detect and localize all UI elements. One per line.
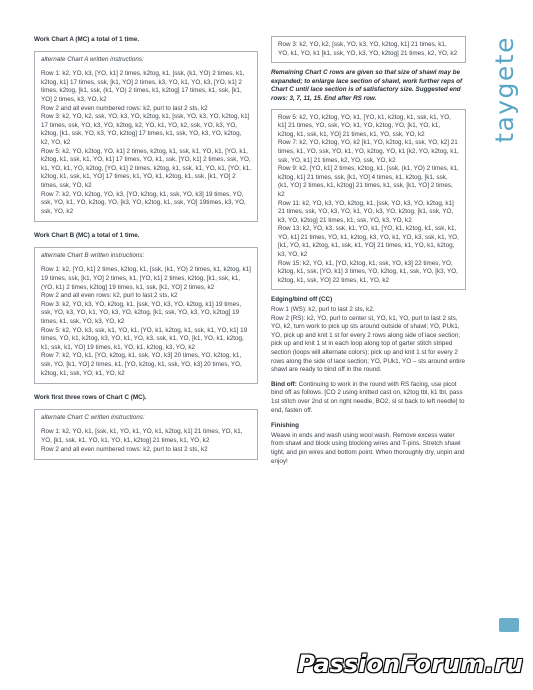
chart-c-box [34,409,258,460]
chart-a-row: Row 7: k2, YO, k2tog, YO, k3, [YO, k2tog, k1, ssk, YO, k3] 19 times, YO, ssk, YO, k1, YO, k2tog, YO, [k3, YO, k2tog, k1, ssk, YO] 19times, k3, YO, ssk, YO, k2 [41,190,246,215]
chart-c-continued-box [271,36,466,63]
chart-c-row: Row 11: k2, YO, k3, YO, k2tog, k1, [ssk, YO, k3, YO, k2tog, k1] 21 times, ssk, YO, k3, YO, k1, YO, k3, YO, k2tog, [k1, ssk, YO, k3, YO, k2tog] 21 times, k1, ssk, YO, k3, YO, k2 [278,199,454,224]
side-title: taygete [490,36,519,143]
chart-c-row: Row 7: k2, YO, k2tog, YO, k2 [k1, YO, k2tog, k1, ssk, YO, k2] 21 times, k1, YO, ssk, YO, k1, YO, k2tog, YO, k1 [k2, YO, k2tog, k1, ssk, YO, k1] 21 times, k2, YO, ssk, YO, k2 [278,139,459,164]
chart-c-row: Row 3: k2, YO, k2, [ssk, YO, k3, YO, k2tog, k1] 21 times, k1, YO, k1, YO, k1 [k1, ssk, YO, k3, YO, k2tog] 21 times, k2, YO, k2 [278,41,458,57]
chart-c-row: Row 1: k2, YO, k1, [ssk, k1, YO, k1, YO, k1, k2tog, k1] 21 times, YO, k1, YO, [k1, ssk, k1, YO, k1, YO, k1, k2tog] 21 times, k1, YO, k2 [41,428,243,444]
edging-row: Row 2 (RS): k2, YO, purl to center st, YO, k1, YO, purl to last 2 sts, YO, k2, turn work to pick up sts around outside of shawl; YO, PUk1, YO, pick up and knit 1 st for every 2 rows along side of lace section; pick up and knit 1 st in each loop along top of garter stitch striped section (loops will alternate colors); pick up and knit 1 st for every 2 rows along the side of lace section; YO, PUk1, YO – sts around entire shawl are ready to bind off in the round. [271,314,466,374]
bind-off-text: Continuing to work in the round with RS facing, use picot bind off as follows. [CO 2 using knitted cast on, k2tog tbl, k1 tbl, pass 1st stitch over 2nd st on right needle, BO2, sl st back to left needle] to end, fasten off. [271,380,465,414]
chart-b-box [34,247,258,384]
chart-b-row: Row 5: k2, YO, k3, ssk, k1, YO, k1, [YO, k1, k2tog, k1, ssk, k1, YO, k1] 19 times, YO, k1, k2tog, k3, YO, k1, YO, k3, ssk, k1, YO, [k1, YO, k1, k2tog, k1, ssk, k1, YO] 19 times, k1, YO, k1, k2tog, k3, YO, k2 [41,326,248,351]
chart-a-row: Row 1: k2, YO, k3, [YO, k1] 2 times, k2tog, k1, [ssk, (k1, YO) 2 times, k1, k2tog, k1] 17 times, ssk, [k1, YO] 2 times, k3, YO, k1, YO, k3, [YO, k1] 2 times, k2tog, [k1, ssk, (k1, YO) 2 times, k1, k2tog] 17 times, k1, ssk, [k1, YO] 2 times, k3, YO, k2 [41,70,245,103]
bind-off-paragraph [271,381,466,415]
chart-c-note: Remaining Chart C rows are given so that size of shawl may be expanded; to enlarge lace section of shawl, work further reps of Chart C until lace section is of satisfactory size. Suggested end rows: 3, 7, 11, 15. End after RS row. [271,69,463,102]
watermark: PassionForum.ru [297,650,523,678]
chart-c-row: Row 13: k2, YO, k3, ssk, k1, YO, k1, [YO, k1, k2tog, k1, ssk, k1, YO, k1] 21 times, YO, k1, k2tog, k3, YO, k1, YO, k3, ssk, k1, YO, [k1, YO, k1, k2tog, k1, ssk, k1, YO] 21 times, k1, YO, k1, k2tog, k3, YO, k2 [278,225,459,259]
chart-c-subheading: alternate Chart C written instructions: [41,413,145,421]
chart-b-heading: Work Chart B (MC) a total of 1 time. [34,232,140,240]
chart-a-row: Row 5: k2, YO, k2tog, YO, k1] 2 times, k2tog, k1, ssk, k1, YO, k1, [YO, k1, k2tog, k1, ssk, k1, YO, k1] 17 times, YO, k1, ssk, [YO, k1] 2 times, ssk, YO, k1, YO, k1, YO, k2tog, [YO, k1] 2 times, k2tog, k1, ssk, k1, YO, k1, [YO, k1, k2tog, k1, ssk, k1, YO] 17 times, k1, YO, k1, k2tog, k1, ssk, [k1, YO] 2 times, ssk, YO, k2 [41,147,251,189]
chart-c-row: Row 15: k2, YO, k1, [YO, k2tog, k1, ssk, YO, k3] 22 times, YO, k2tog, k1, ssk, [YO, k1] 3 times, YO, k2tog, k1, ssk, YO, [k3, YO, k2tog, k1, ssk, YO] 22 times, k1, YO, k2 [278,259,458,284]
chart-a-row: Row 3: k2, YO, k2, ssk, YO, k3, YO, k2tog, k1, [ssk, YO, k3, YO, k2tog, k1] 17 times, ssk, YO, k3, YO, k2tog, k2, YO, k1, YO, k2, ssk, YO, k3, YO, k2tog, [k1, ssk, YO, k3, YO, k2tog] 17 times, k1, ssk, YO, k3, YO, k2tog, k2, YO, k2 [41,113,250,146]
chart-c-row: Row 5: k2, YO, k2tog, YO, k1, [YO, k1, k2tog, k1, ssk, k1, YO, k1] 21 times, YO, ssk, YO, k1, YO, k2tog, YO, [k1, YO, k1, k2tog, k1, ssk, k1, YO] 21 times, k1, YO, ssk, YO, k2 [278,113,451,138]
bind-off-label: Bind off: [271,380,297,388]
chart-c-more-box [271,109,466,291]
finishing-text: Weave in ends and wash using wool wash. Remove excess water from shawl and block using blocking wires and T-pins. Stretch shawl tight, and pin wires and bottom point. When thoroughly dry, unpin and enjoy! [271,431,465,465]
edging-row: Row 1 (WS): k2, purl to last 2 sts, k2. [271,306,375,314]
page-number-tab [499,618,519,632]
chart-a-box [34,51,258,223]
chart-c-heading: Work first three rows of Chart C (MC). [34,394,147,402]
left-column [34,36,258,470]
chart-b-row: Row 2 and all even rows: k2, purl to last 2 sts, k2 [41,292,178,300]
chart-b-row: Row 1: k2, [YO, k1] 2 times, k2tog, k1, [ssk, (k1, YO) 2 times, k1, k2tog, k1] 19 times, ssk, [k1, YO] 2 times, k1, [YO, k1] 2 times, k2tog, [k1, ssk, k1, (YO, k1) 2 times, k2tog] 19 times, k1, ssk, [k1, YO] 2 times, k2 [41,266,251,291]
finishing-heading: Finishing [271,422,299,430]
chart-a-heading: Work Chart A (MC) a total of 1 time. [34,36,140,43]
chart-b-row: Row 3: k2, YO, k3, YO, k2tog, k1, [ssk, YO, k3, YO, k2tog, k1] 19 times, ssk, YO, k3, YO, k1, YO, k3, YO, k2tog, [k1, ssk, YO, k3, YO, k2tog] 19 times, k1, ssk, YO, k3, YO, k2 [41,300,242,326]
chart-b-subheading: alternate Chart B written instructions: [41,251,145,259]
chart-b-row: Row 7: k2, YO, k1, [YO, k2tog, k1, ssk, YO, k3] 20 times, YO, k2tog, k1, ssk, YO, [k1, YO] 2 times, k1, [YO, k2tog, k1, ssk, YO, k3] 20 times, YO, k2tog, k1, ssk, YO, k1, YO, k2 [41,352,242,377]
right-column [271,36,466,466]
chart-a-row: Row 2 and all even numbered rows: k2, purl to last 2 sts, k2 [41,104,208,112]
chart-c-row: Row 2 and all even numbered rows: k2, purl to last 2 sts, k2 [41,445,208,453]
chart-a-subheading: alternate Chart A written instructions: [41,55,144,63]
chart-c-row: Row 9: k2, [YO, k1] 2 times, k2tog, k1, [ssk, (k1, YO) 2 times, k1, k2tog, k1] 21 times, ssk, [k1, YO] 4 times, k1, k2tog, [k1, ssk, (k1, YO) 2 times, k1, k2tog] 21 times, k1, ssk, [k1, YO] 2 times, k2 [278,165,459,198]
edging-heading: Edging/bind off (CC) [271,296,333,304]
